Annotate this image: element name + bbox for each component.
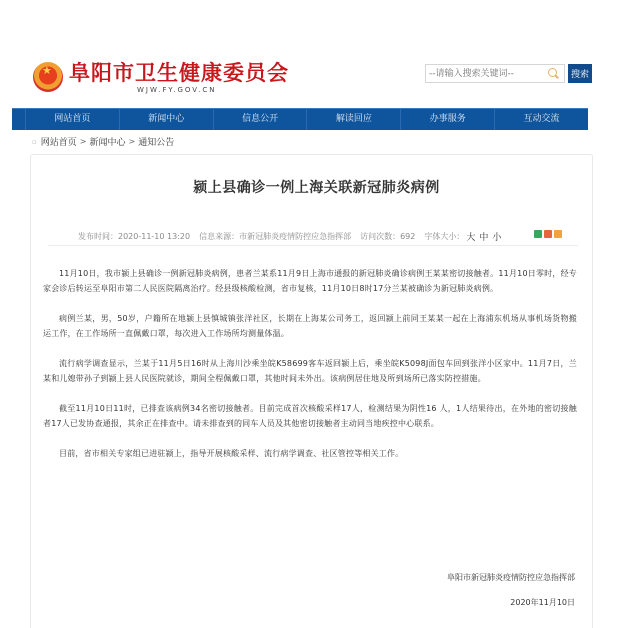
breadcrumb-home[interactable]: 网站首页 [40, 138, 77, 148]
article-body [43, 266, 577, 476]
nav-item-home[interactable]: 网站首页 [25, 109, 120, 130]
site-header [0, 0, 633, 107]
site-logo[interactable] [33, 60, 289, 100]
search-input[interactable] [426, 65, 544, 82]
nav-item-services[interactable]: 办事服务 [401, 109, 495, 130]
share-qzone-icon[interactable] [554, 230, 562, 238]
font-size-label: 字体大小： [424, 232, 465, 241]
site-name: 阜阳市卫生健康委员会 [69, 61, 289, 85]
article-paragraph: 目前，省市相关专家组已进驻颍上，指导开展核酸采样、流行病学调查、社区管控等相关工作。 [59, 449, 404, 458]
national-emblem-icon [33, 62, 63, 92]
share-wechat-icon[interactable] [534, 230, 542, 238]
article-paragraph: 11月10日，我市颍上县确诊一例新冠肺炎病例，患者兰某系11月9日上海市通报的新冠肺炎确诊病例王某某密切接触者。11月10日零时，经专家会诊后转运至阜阳市第二人民医院隔离治疗。经县级核酸检测，省市复核，11月10日8时17分兰某被确诊为新冠肺炎病例。 [43, 269, 577, 293]
breadcrumb-separator: > [79, 137, 87, 146]
nav-item-info-disclosure[interactable]: 信息公开 [214, 109, 308, 130]
article-title: 颍上县确诊一例上海关联新冠肺炎病例 [193, 180, 440, 196]
breadcrumb-notices[interactable]: 通知公告 [138, 138, 175, 148]
meta-divider [48, 245, 578, 246]
breadcrumb [32, 135, 174, 148]
article-paragraph: 病例兰某，男，50岁，户籍所在地颍上县慎城镇张洋社区，长期在上海某公司务工，返回颍上前同王某某一起在上海浦东机场从事机场货物搬运工作，在工作场所一直佩戴口罩，每次进入工作场所均测量体温。 [43, 314, 577, 338]
main-nav [12, 108, 588, 130]
breadcrumb-separator: > [128, 137, 136, 146]
nav-item-interaction[interactable]: 互动交流 [523, 114, 560, 124]
font-size-large[interactable]: 大 [466, 233, 476, 243]
breadcrumb-news-center[interactable]: 新闻中心 [89, 138, 126, 148]
font-size-options [466, 230, 505, 243]
signature-date: 2020年11月10日 [510, 598, 575, 607]
article-paragraph: 截至11月10日11时，已排查该病例34名密切接触者。目前完成首次核酸采样17人，检测结果为阴性16 人，1人结果待出，在外地的密切接触者17人已发协查通报，其余正在排查中。请未排查到的同车人员及其他密切接触者主动同当地疾控中心联系。 [43, 404, 577, 428]
signature-organization: 阜阳市新冠肺炎疫情防控应急指挥部 [447, 573, 575, 582]
nav-item-interpretation[interactable]: 解读回应 [307, 109, 401, 130]
share-weibo-icon[interactable] [544, 230, 552, 238]
article-paragraph: 流行病学调查显示，兰某于11月5日16时从上海川沙乘坐皖K58699客车返回颍上后，乘坐皖K5098J面包车回到张洋小区家中。11月7日，兰某和儿媳带孙子到颍上县人民医院就诊，期间全程佩戴口罩，其他时间未外出。该病例居住地及所到场所已落实防控措施。 [43, 359, 577, 383]
info-source: 信息来源：市新冠肺炎疫情防控应急指挥部 [199, 232, 352, 241]
search-icon[interactable] [544, 65, 562, 82]
search-bar [425, 64, 592, 83]
publish-time: 发布时间：2020-11-10 13:20 [78, 232, 191, 241]
nav-item-news-center[interactable]: 新闻中心 [120, 109, 214, 130]
font-size-medium[interactable]: 中 [479, 233, 489, 243]
article-meta [78, 230, 505, 243]
search-button[interactable]: 搜索 [568, 64, 592, 83]
share-buttons [534, 230, 562, 238]
search-box [425, 64, 565, 83]
breadcrumb-icon: ▫ [32, 137, 37, 146]
font-size-small[interactable]: 小 [492, 233, 502, 243]
site-domain: WJW.FY.GOV.CN [137, 86, 217, 94]
visit-count: 访问次数：692 [360, 232, 416, 241]
